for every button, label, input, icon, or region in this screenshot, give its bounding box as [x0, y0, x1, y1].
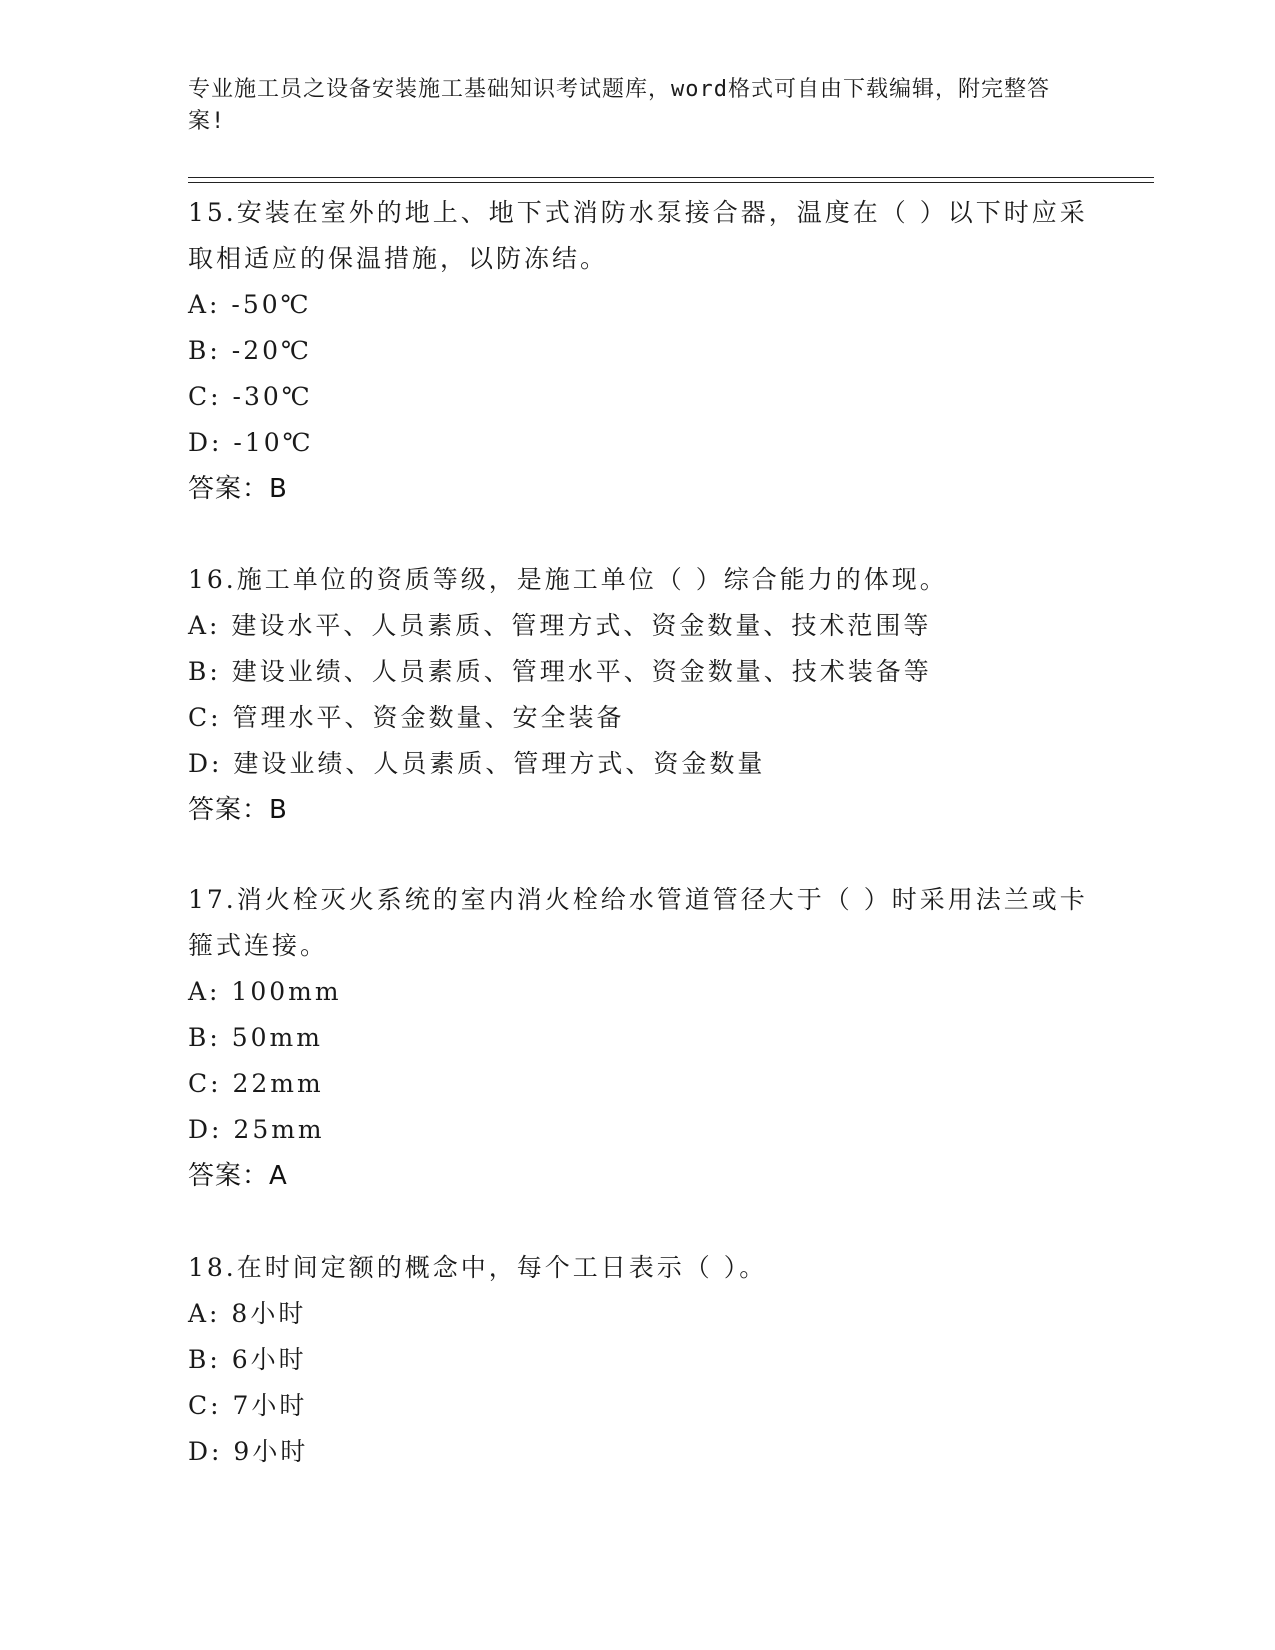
option-b: B: 建设业绩、人员素质、管理水平、资金数量、技术装备等	[188, 657, 932, 686]
answer-label: 答案：B	[188, 795, 288, 825]
question-17	[188, 877, 1088, 1199]
option-c: C: 22mm	[188, 1069, 324, 1098]
option-d: D: 25mm	[188, 1115, 325, 1144]
option-d: D: -10℃	[188, 428, 314, 457]
option-d: D: 建设业绩、人员素质、管理方式、资金数量	[188, 749, 766, 778]
option-c: C: -30℃	[188, 382, 313, 411]
question-stem: 16.施工单位的资质等级，是施工单位（ ）综合能力的体现。	[188, 565, 948, 594]
option-a: A: 8小时	[188, 1299, 307, 1328]
header-divider-bottom	[188, 182, 1154, 183]
option-a: A: -50℃	[188, 290, 312, 319]
option-b: B: 50mm	[188, 1023, 323, 1052]
option-c: C: 7小时	[188, 1391, 308, 1420]
option-b: B: 6小时	[188, 1345, 307, 1374]
question-stem: 18.在时间定额的概念中，每个工日表示（ ）。	[188, 1253, 768, 1282]
question-15	[188, 190, 1088, 512]
answer-label: 答案：A	[188, 1161, 288, 1191]
option-c: C: 管理水平、资金数量、安全装备	[188, 703, 625, 732]
option-d: D: 9小时	[188, 1437, 309, 1466]
header-divider-top	[188, 177, 1154, 178]
option-a: A: 100mm	[188, 977, 342, 1006]
question-18	[188, 1245, 1088, 1475]
question-16	[188, 557, 1088, 833]
document-header: 专业施工员之设备安装施工基础知识考试题库，word格式可自由下载编辑，附完整答案!	[188, 77, 1050, 134]
option-b: B: -20℃	[188, 336, 312, 365]
option-a: A: 建设水平、人员素质、管理方式、资金数量、技术范围等	[188, 611, 932, 640]
question-stem: 15.安装在室外的地上、地下式消防水泵接合器，温度在（ ）以下时应采取相适应的保温措施，以防冻结。	[188, 198, 1088, 273]
question-stem: 17.消火栓灭火系统的室内消火栓给水管道管径大于（ ）时采用法兰或卡箍式连接。	[188, 885, 1088, 960]
answer-label: 答案：B	[188, 474, 288, 504]
